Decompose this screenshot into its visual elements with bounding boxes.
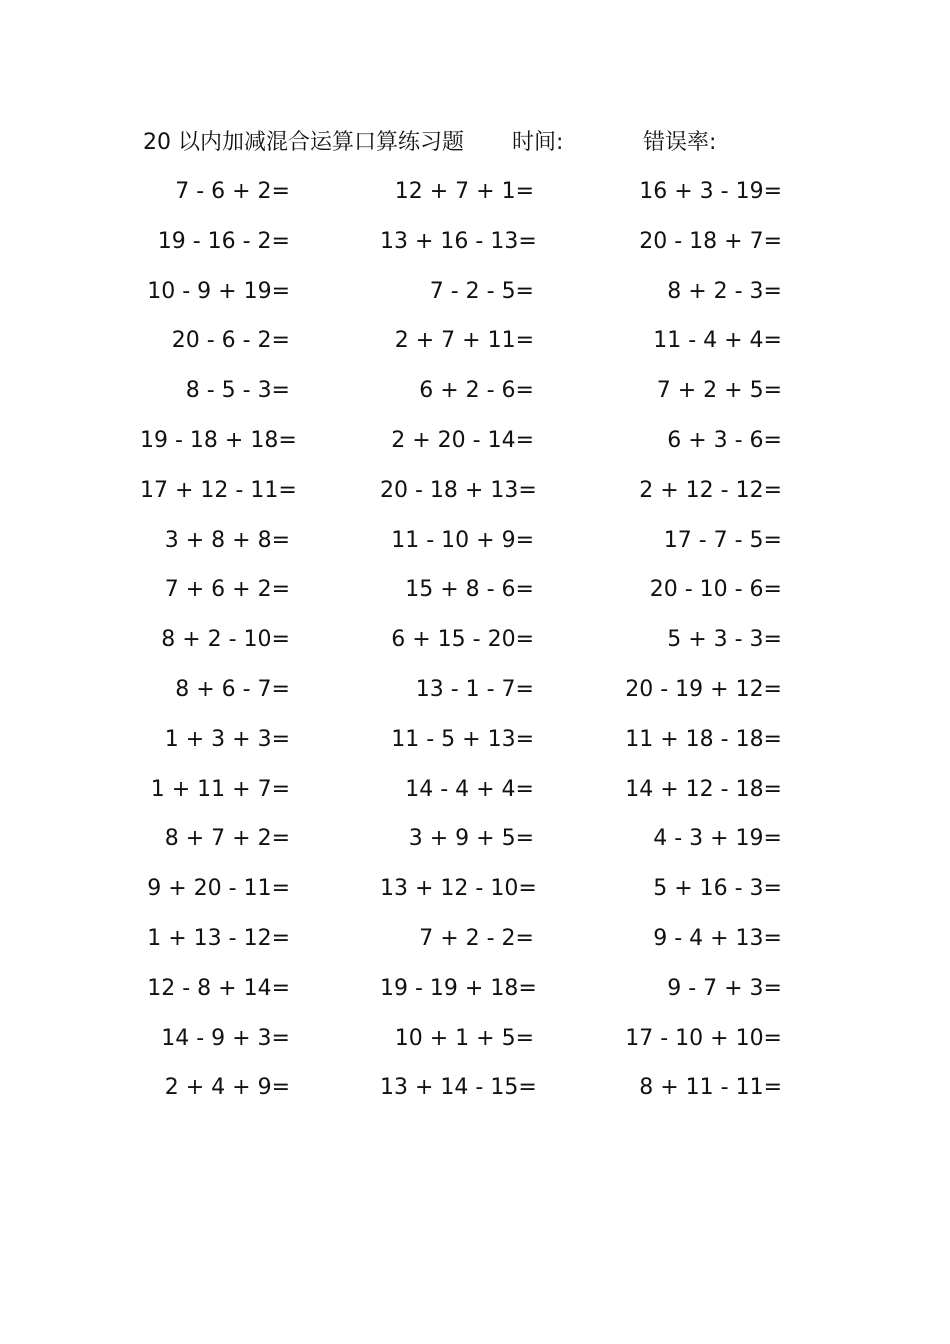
problem-item: 2 + 4 + 9= [164,1075,290,1101]
problem-item: 11 - 10 + 9= [391,527,534,553]
time-label: 时间: [512,130,564,155]
problem-item: 15 + 8 - 6= [405,577,534,603]
problem-item: 9 + 20 - 11= [147,876,290,902]
problem-item: 17 + 12 - 11= [140,477,297,503]
problem-item: 20 - 10 - 6= [649,577,782,603]
problem-item: 8 + 7 + 2= [164,826,290,852]
problem-column-2 [380,167,630,1113]
worksheet-header [0,125,950,161]
problem-item: 7 - 6 + 2= [175,179,290,204]
problem-item: 20 - 18 + 7= [639,228,782,254]
problem-column-1 [140,167,390,1113]
problem-item: 19 - 19 + 18= [380,975,537,1001]
problem-item: 20 - 18 + 13= [380,477,537,503]
problem-item: 1 + 11 + 7= [150,776,290,802]
problem-item: 17 - 10 + 10= [625,1025,782,1051]
problem-item: 1 + 3 + 3= [164,726,290,752]
problem-item: 6 + 2 - 6= [419,378,534,404]
problem-item: 10 - 9 + 19= [147,278,290,304]
problem-item: 12 + 7 + 1= [394,179,534,204]
problem-item: 3 + 9 + 5= [408,826,534,852]
problem-item: 13 - 1 - 7= [415,676,534,702]
problem-item: 8 + 6 - 7= [175,676,290,702]
worksheet-title: 20 以内加减混合运算口算练习题 [143,130,464,155]
problem-item: 13 + 16 - 13= [380,228,537,254]
problem-item: 9 - 4 + 13= [653,925,782,951]
problem-item: 13 + 12 - 10= [380,876,537,902]
problem-item: 17 - 7 - 5= [663,527,782,553]
problem-item: 19 - 18 + 18= [140,427,297,453]
problem-item: 2 + 20 - 14= [391,427,534,453]
problem-item: 16 + 3 - 19= [639,179,782,204]
problem-item: 7 + 2 + 5= [656,378,782,404]
problem-item: 8 + 2 - 3= [667,278,782,304]
problem-item: 2 + 12 - 12= [639,477,782,503]
problem-column-3 [620,167,870,1113]
problem-item: 8 + 11 - 11= [639,1075,782,1101]
problem-item: 11 + 18 - 18= [625,726,782,752]
problem-item: 8 - 5 - 3= [185,378,290,404]
problem-item: 4 - 3 + 19= [653,826,782,852]
problem-item: 1 + 13 - 12= [147,925,290,951]
problem-item: 5 + 3 - 3= [667,627,782,653]
problem-item: 14 - 9 + 3= [161,1025,290,1051]
problem-item: 5 + 16 - 3= [653,876,782,902]
problem-item: 3 + 8 + 8= [164,527,290,553]
error-rate-label: 错误率: [643,130,717,155]
problem-item: 20 - 6 - 2= [171,328,290,354]
problem-item: 10 + 1 + 5= [394,1025,534,1051]
problem-item: 6 + 3 - 6= [667,427,782,453]
problem-item: 7 + 6 + 2= [164,577,290,603]
problem-item: 6 + 15 - 20= [391,627,534,653]
problem-item: 11 - 4 + 4= [653,328,782,354]
problem-item: 19 - 16 - 2= [157,228,290,254]
problem-item: 14 - 4 + 4= [405,776,534,802]
problem-item: 7 - 2 - 5= [429,278,534,304]
problem-item: 20 - 19 + 12= [625,676,782,702]
problem-item: 7 + 2 - 2= [419,925,534,951]
problem-item: 11 - 5 + 13= [391,726,534,752]
problem-item: 14 + 12 - 18= [625,776,782,802]
problem-item: 2 + 7 + 11= [394,328,534,354]
problem-item: 12 - 8 + 14= [147,975,290,1001]
problem-item: 13 + 14 - 15= [380,1075,537,1101]
problem-item: 9 - 7 + 3= [667,975,782,1001]
problem-item: 8 + 2 - 10= [161,627,290,653]
